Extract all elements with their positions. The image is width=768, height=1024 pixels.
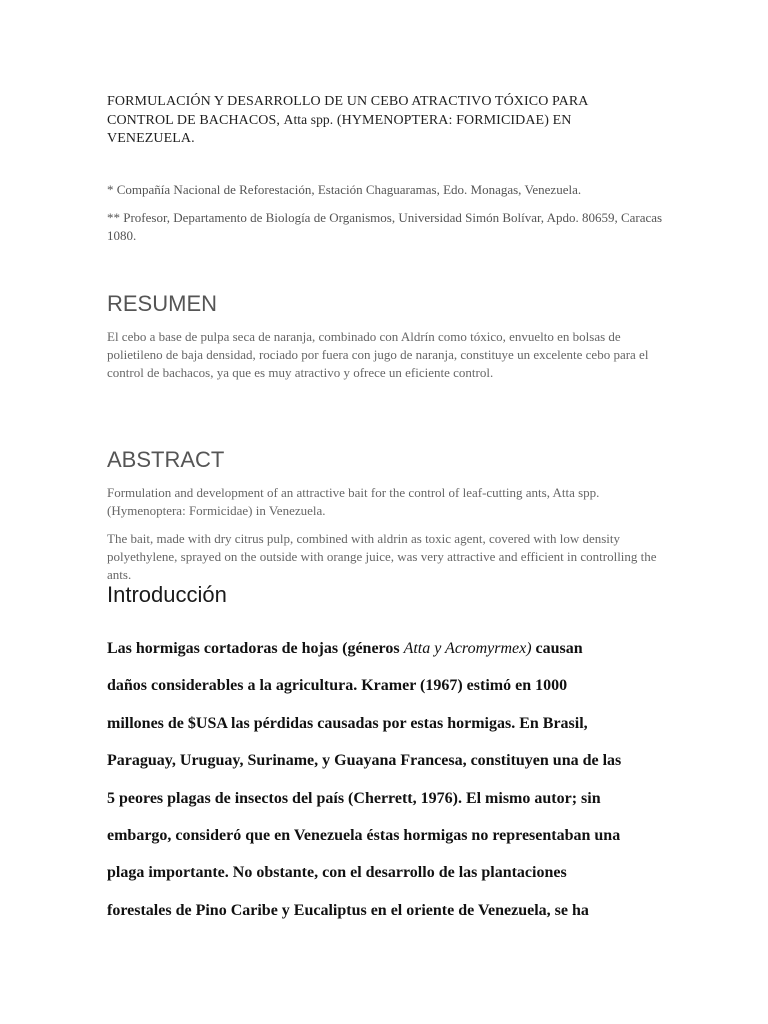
- title-line-2-start: CONTROL DE BACHACOS,: [107, 113, 284, 128]
- intro-line-5: 5 peores plagas de insectos del país (Cherrett, 1976). El mismo autor; sin: [107, 789, 601, 807]
- intro-paragraph: [107, 630, 667, 929]
- affiliation-1: * Compañía Nacional de Reforestación, Estación Chaguaramas, Edo. Monagas, Venezuela.: [107, 182, 582, 197]
- intro-line-1-start: Las hormigas cortadoras de hojas (géneros: [107, 640, 404, 657]
- intro-genera: Atta y Acromyrmex): [403, 640, 532, 657]
- intro-line-3: millones de $USA las pérdidas causadas por estas hormigas. En Brasil,: [107, 714, 588, 732]
- resumen-paragraph: El cebo a base de pulpa seca de naranja, combinado con Aldrín como tóxico, envuelto en bolsas de polietileno de baja densidad, rociado por fuera con jugo de naranja, constituye un excelente cebo para el control de bachacos, ya que es muy atractivo y ofrece un eficiente control.: [107, 329, 649, 380]
- title-line-3: VENEZUELA.: [107, 131, 195, 146]
- title-line-1: FORMULACIÓN Y DESARROLLO DE UN CEBO ATRACTIVO TÓXICO PARA: [107, 94, 589, 109]
- intro-heading: Introducción: [107, 582, 227, 607]
- abstract-paragraph-2: The bait, made with dry citrus pulp, combined with aldrin as toxic agent, covered with low density polyethylene, sprayed on the outside with orange juice, was very attractive and efficient in controlling the ants.: [107, 531, 657, 582]
- intro-line-2: daños considerables a la agricultura. Kramer (1967) estimó en 1000: [107, 677, 568, 695]
- document-title: [107, 93, 663, 148]
- intro-line-6: embargo, consideró que en Venezuela éstas hormigas no representaban una: [107, 827, 621, 845]
- abstract-paragraph-1: Formulation and development of an attractive bait for the control of leaf-cutting ants, Atta spp. (Hymenoptera: Formicidae) in Venezuela.: [107, 485, 600, 518]
- intro-line-7: plaga importante. No obstante, con el desarrollo de las plantaciones: [107, 864, 567, 882]
- abstract-heading: ABSTRACT: [107, 447, 225, 472]
- intro-line-8: forestales de Pino Caribe y Eucaliptus en el oriente de Venezuela, se ha: [107, 901, 589, 919]
- affiliation-2: ** Profesor, Departamento de Biología de Organismos, Universidad Simón Bolívar, Apdo. 80659, Caracas 1080.: [107, 210, 663, 243]
- title-line-2-end: (HYMENOPTERA: FORMICIDAE) EN: [333, 113, 572, 128]
- title-line-2: [107, 111, 663, 130]
- resumen-heading: RESUMEN: [107, 291, 218, 316]
- title-genus: Atta spp.: [283, 112, 334, 127]
- intro-line-1: [107, 630, 667, 667]
- intro-line-4: Paraguay, Uruguay, Suriname, y Guayana Francesa, constituyen una de las: [107, 752, 622, 770]
- intro-line-1-end: causan: [531, 640, 583, 657]
